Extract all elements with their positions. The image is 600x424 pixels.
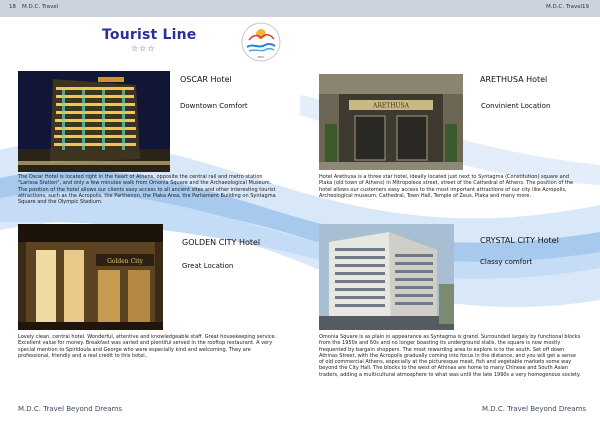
star-rating: ☆☆☆ — [131, 44, 156, 53]
svg-text:ARETHUSA: ARETHUSA — [373, 102, 409, 110]
travel-logo-icon — [241, 22, 281, 62]
crystal-city-hotel-name: CRYSTAL CITY Hotel — [480, 236, 559, 245]
left-footer: M.D.C. Travel Beyond Dreams — [18, 405, 123, 413]
left-header-brand: M.D.C. Travel — [22, 4, 59, 10]
golden-city-hotel-name: GOLDEN CITY Hotel — [182, 238, 261, 247]
arethusa-hotel-name: ARETHUSA Hotel — [480, 75, 548, 84]
arethusa-hotel-tagline: Convinient Location — [481, 102, 551, 110]
golden-city-hotel-photo — [18, 224, 163, 330]
oscar-hotel-name: OSCAR Hotel — [180, 75, 232, 84]
golden-city-hotel-tagline: Great Location — [182, 262, 234, 270]
section-title: Tourist Line — [102, 27, 197, 43]
oscar-hotel-photo — [18, 71, 170, 172]
arethusa-hotel-photo — [319, 74, 463, 170]
right-footer: M.D.C. Travel Beyond Dreams — [482, 405, 587, 413]
arethusa-hotel-description: Hotel Arethusa is a three star hotel, ideally located just next to Syntagma (Constitution) square and Plaka (old town of Athens) in Mitropoleos street, street of the Cathedral of Athens. The position of the hotel allows our customers easy access to the most important attractions of our city like Acropolis, Archeological museum, Cathedral, Town Hall, Temple of Zeus, Plaka and many more. — [319, 174, 574, 199]
crystal-city-hotel-photo — [319, 224, 454, 330]
golden-city-hotel-description: Lovely clean, central hotel. Wonderful, attentive and knowledgeable staff. Great housekeeping service. Excellent value for money. Breakfast was varied and plentiful served in the rooftop restaurant. A very special mention to Spiridoula and George who were especially kind and welcoming. They are professional, friendly and a real credit to this hotel.. — [18, 334, 277, 359]
svg-text:MDC: MDC — [257, 55, 265, 59]
oscar-hotel-description: The Oscar Hotel is located right in the heart of Athens, opposite the central rail and metro station "Larissa Station", and only a few minutes walk from Omonia Square and the Archaeological Museum. The position of the hotel allows our clients easy access to all ancient sites and other interesting tourist attractions, such as the Acropolis, the Parthenon, the Plaka Area, the Parliament Building on Syntagma Square and the Olympic Stadium. — [18, 174, 276, 206]
svg-text:Golden City: Golden City — [107, 258, 143, 265]
right-header-brand: M.D.C. Travel — [546, 4, 583, 10]
crystal-city-hotel-description: Omonia Square is as plain in appearance as Syntagma is grand. Surrounded largely by functional blocks from the 1950s and 60s and no longer boasting its underground stalls, the square is now mostly frequented by bargain shoppers. The most rewarding area to explore is to the south. Set off down Athinas Street, with the Acropolis gradually coming into focus in the distance, and you will get a sense of old commercial Athens, especially at the picturesque meat, fish and vegetable markets some way beyond the City Hall. The blocks to the west of Athinas are home to many Chinese and South Asian traders, adding a multicultural atmosphere to what was until the late 1990s a very homogenous society. — [319, 334, 581, 378]
crystal-city-hotel-tagline: Classy comfort — [480, 258, 533, 266]
page-header — [0, 0, 600, 17]
left-page-number: 18 — [9, 4, 16, 10]
oscar-hotel-tagline: Downtown Comfort — [180, 102, 248, 110]
right-page-number: 19 — [582, 4, 589, 10]
